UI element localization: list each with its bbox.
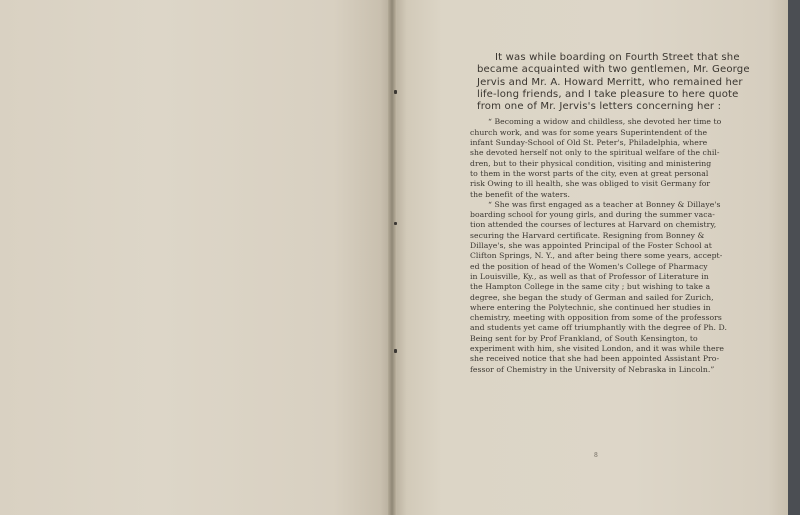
text-line: to them in the worst parts of the city, even at great personal [470,168,709,178]
quote-paragraph-2 [457,200,747,375]
page-text [457,52,750,375]
text-line: life-long friends, and I take pleasure to here quote [477,88,739,100]
text-line: dren, but to their physical condition, visiting and ministering [470,158,712,168]
text-line: in Louisville, Ky., as well as that of Professor of Literature in [470,271,709,281]
text-line: Dillaye's, she was appointed Principal of the Foster School at [470,241,712,251]
binding-mark [394,349,397,353]
text-line: “ Becoming a widow and childless, she devoted her time to [488,117,722,127]
text-line: tion attended the courses of lectures at Harvard on chemistry, [470,220,717,230]
quote-paragraph-1 [457,117,747,199]
text-line: Clifton Springs, N. Y., and after being there some years, accept- [470,251,723,261]
text-line: “ She was first engaged as a teacher at Bonney & Dillaye's [488,199,721,209]
text-line: boarding school for young girls, and during the summer vaca- [470,210,715,220]
text-line: the benefit of the waters. [470,189,570,199]
text-line: degree, she began the study of German and sailed for Zurich, [470,292,714,302]
text-line: where entering the Polytechnic, she continued her studies in [470,302,711,312]
text-line: church work, and was for some years Superintendent of the [470,127,708,137]
text-line: she received notice that she had been appointed Assistant Pro- [470,354,720,364]
scan-edge [788,0,800,515]
text-line: It was while boarding on Fourth Street that she [495,52,740,63]
text-line: from one of Mr. Jervis's letters concerning her : [477,101,722,113]
text-line: ed the position of head of the Women's College of Pharmacy [470,261,708,271]
book-gutter [388,0,397,515]
text-line: she devoted herself not only to the spiritual welfare of the chil- [470,148,720,158]
page-number: 8 [594,452,598,459]
text-line: experiment with him, she visited London, and it was while there [470,344,724,354]
intro-paragraph [457,52,750,113]
text-line: Being sent for by Prof Frankland, of South Kensington, to [470,333,698,343]
text-line: Jervis and Mr. A. Howard Merritt, who remained her [477,76,743,88]
text-line: the Hampton College in the same city ; but wishing to take a [470,282,711,292]
text-line: and students yet came off triumphantly with the degree of Ph. D. [470,323,727,333]
binding-mark [394,222,397,225]
text-line: became acquainted with two gentlemen, Mr. George [477,64,750,76]
binding-mark [394,90,397,94]
text-line: fessor of Chemistry in the University of Nebraska in Lincoln.” [470,364,715,374]
text-line: chemistry, meeting with opposition from some of the professors [470,313,722,323]
left-page-blank [0,0,392,515]
text-line: infant Sunday-School of Old St. Peter's, Philadelphia, where [470,138,708,148]
text-line: securing the Harvard certificate. Resigning from Bonney & [470,230,705,240]
text-line: risk Owing to ill health, she was obliged to visit Germany for [470,179,711,189]
